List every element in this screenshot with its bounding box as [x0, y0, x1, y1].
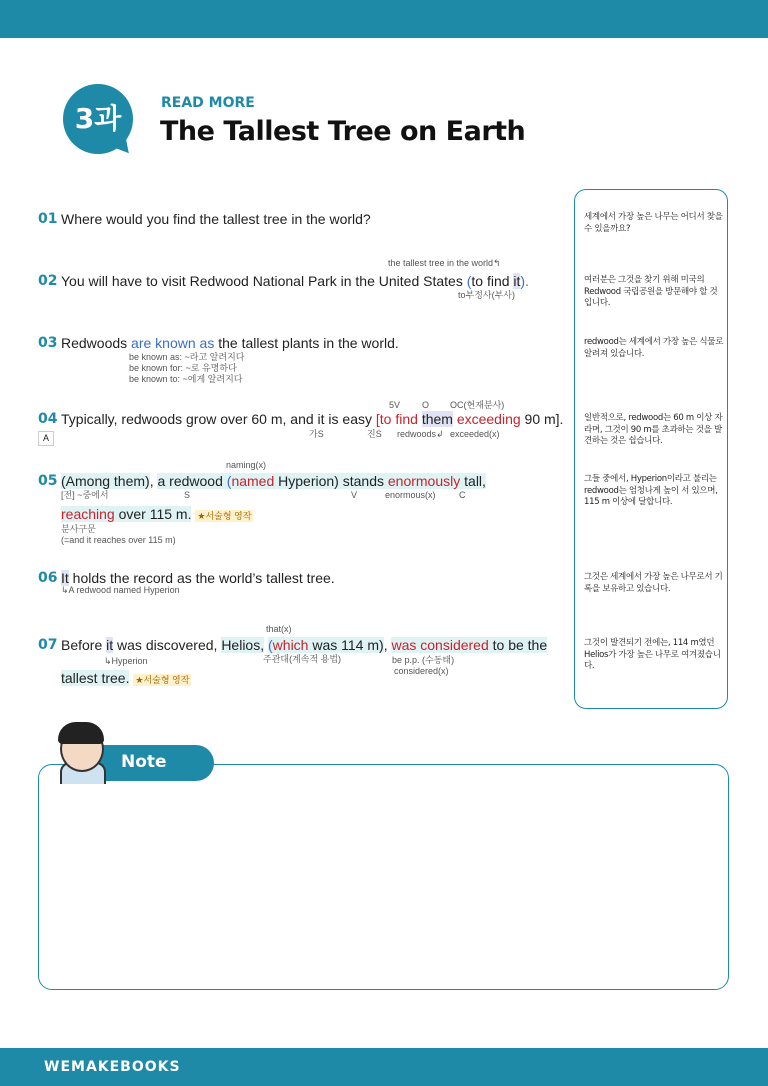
- sentence-number: 07: [38, 637, 58, 653]
- translation-04: 일반적으로, redwood는 60 m 이상 자라며, 그것이 90 m를 초과하는 것을 발견하는 것은 쉽습니다.: [584, 413, 723, 446]
- paren: ).: [520, 273, 529, 289]
- comma: ,: [383, 637, 392, 653]
- sentence-text: Redwoods: [61, 335, 132, 351]
- sentence-text: 90 m].: [520, 411, 564, 427]
- star-tag: ★서술형 영작: [197, 511, 252, 521]
- annotation: enormous(x): [385, 490, 436, 500]
- sentence-02: [61, 273, 529, 289]
- sentence-text: Before: [61, 637, 107, 653]
- sentence-number: 02: [38, 273, 58, 289]
- note-label: Note: [121, 752, 167, 772]
- annotation: considered(x): [394, 666, 449, 676]
- sentence-number: 03: [38, 335, 58, 351]
- sentence-text: Typically, redwoods grow over 60 m, and it is easy: [61, 411, 376, 427]
- sentence-07: [61, 637, 547, 653]
- annotation: to부정사(부사): [458, 290, 515, 300]
- annotation: O: [422, 400, 430, 410]
- translation-03: redwood는 세계에서 가장 높은 식물로 알려져 있습니다.: [584, 337, 724, 359]
- prep-phrase: (Among them): [61, 473, 150, 489]
- subject: Helios,: [221, 637, 265, 653]
- name: Hyperion): [274, 473, 339, 489]
- annotation: 분사구문: [61, 524, 96, 534]
- sentence-text: tallest tree.: [61, 670, 130, 686]
- annotation: C: [459, 490, 466, 500]
- participle: named: [231, 473, 275, 489]
- annotation: S: [184, 490, 191, 500]
- sentence-text: holds the record as the world’s tallest tree.: [68, 570, 335, 586]
- bracket: [: [375, 411, 380, 427]
- adverb: enormously: [387, 473, 461, 489]
- relative-clause: was 114 m): [308, 637, 384, 653]
- annotation: V: [351, 490, 358, 500]
- to-infinitive: to find: [379, 411, 418, 427]
- read-more-label: READ MORE: [161, 95, 255, 111]
- annotation: 5V: [389, 400, 401, 410]
- pronoun-them: them: [421, 411, 453, 427]
- character-hair: [58, 722, 104, 744]
- page-title: The Tallest Tree on Earth: [160, 116, 526, 147]
- annotation: 주관대(계속적 용법): [263, 654, 342, 664]
- annotation: ↳Hyperion: [104, 656, 148, 666]
- annotation: redwoods↲: [397, 429, 444, 439]
- label-a: A: [38, 431, 54, 446]
- participle: reaching: [61, 506, 115, 522]
- translation-07: 그것이 발견되기 전에는, 114 m였던 Helios가 가장 높은 나무로 여겨졌습니다.: [584, 638, 721, 671]
- sentence-01: Where would you find the tallest tree in the world?: [61, 211, 371, 227]
- sentence-text: to be the: [488, 637, 548, 653]
- annotation: [전] ~중에서: [61, 490, 109, 500]
- annotation: naming(x): [226, 460, 267, 470]
- sentence-number: 04: [38, 411, 58, 427]
- sentence-text: was discovered,: [113, 637, 222, 653]
- annotation: be known to: ~에게 알려지다: [129, 374, 243, 384]
- participle: exceeding: [456, 411, 521, 427]
- translation-06: 그것은 세계에서 가장 높은 나무로서 기록을 보유하고 있습니다.: [584, 572, 723, 594]
- sentence-text: the tallest plants in the world.: [214, 335, 399, 351]
- sentence-number: 01: [38, 211, 58, 227]
- sentence-06: [61, 570, 335, 586]
- translation-01: 세계에서 가장 높은 나무는 어디서 찾을 수 있을까요?: [584, 212, 723, 234]
- paren: (: [268, 637, 273, 653]
- annotation: exceeded(x): [450, 429, 500, 439]
- translation-panel: [574, 189, 728, 709]
- brand-logo: WEMAKEBOOKS: [44, 1059, 181, 1075]
- annotation: be known as: ~라고 알려지다: [129, 352, 245, 362]
- annotation: 가S: [309, 429, 324, 439]
- paren: (: [466, 273, 472, 289]
- sentence-03: [61, 335, 399, 351]
- sentence-05: [61, 473, 486, 489]
- translation-05: 그들 중에서, Hyperion이라고 불리는 redwood는 엄청나게 높이 서 있으며, 115 m 이상에 달합니다.: [584, 474, 718, 507]
- lesson-badge-label: 3과: [74, 102, 122, 135]
- to-infinitive: to find: [471, 273, 514, 289]
- top-bar: [0, 0, 768, 38]
- translation-02: 여러분은 그것을 찾기 위해 미국의 Redwood 국립공원을 방문해야 할 것입니다.: [584, 275, 718, 308]
- pronoun-it: it: [106, 637, 114, 653]
- annotation: be known for: ~로 유명하다: [129, 363, 237, 373]
- paren: (: [226, 473, 232, 489]
- relative-pronoun: which: [272, 637, 309, 653]
- sentence-number: 06: [38, 570, 58, 586]
- annotation: that(x): [266, 624, 292, 634]
- sentence-05-cont: [61, 506, 253, 522]
- subject: a redwood: [157, 473, 227, 489]
- pronoun-it: It: [61, 570, 69, 586]
- pronoun-it: it: [513, 273, 521, 289]
- comma: ,: [149, 473, 158, 489]
- annotation: 진S: [367, 429, 382, 439]
- complement: tall,: [460, 473, 486, 489]
- annotation: (=and it reaches over 115 m): [61, 535, 176, 545]
- annotation: the tallest tree in the world↰: [388, 258, 501, 268]
- star-tag: ★서술형 영작: [135, 675, 190, 685]
- note-box[interactable]: [38, 764, 729, 990]
- annotation: ↳A redwood named Hyperion: [61, 585, 180, 595]
- passive-verb: was considered: [391, 637, 489, 653]
- sentence-number: 05: [38, 473, 58, 489]
- sentence-text: over 115 m.: [114, 506, 192, 522]
- verb: stands: [338, 473, 388, 489]
- sentence-04: [61, 411, 563, 427]
- phrase-known-as: are known as: [131, 335, 215, 351]
- sentence-07-cont: [61, 670, 191, 686]
- sentence-text: You will have to visit Redwood National Park in the United States: [61, 273, 467, 289]
- annotation: OC(현재분사): [450, 400, 505, 410]
- annotation: be p.p. (수동태): [392, 655, 455, 665]
